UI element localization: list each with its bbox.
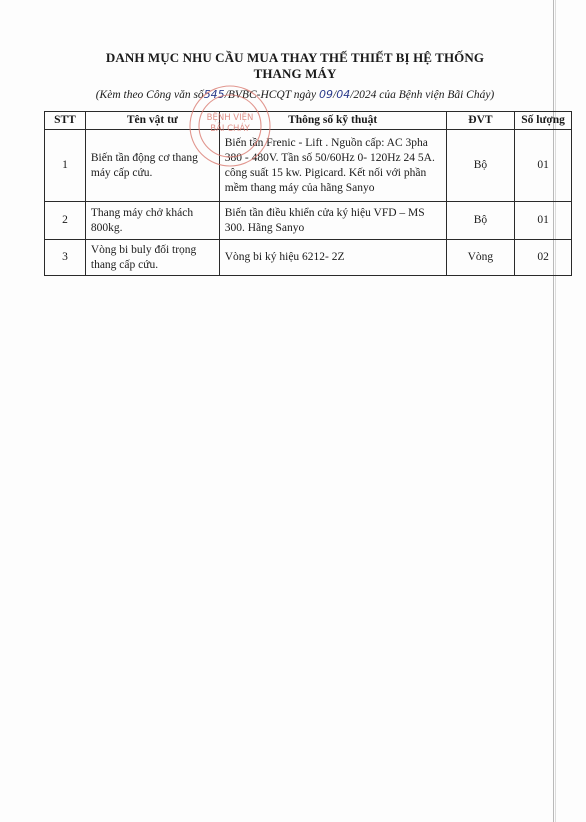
cell-item-name: Vòng bi buly đối trọng thang cấp cứu. [85,240,219,276]
cell-item-name: Thang máy chở khách 800kg. [85,202,219,240]
date-day-handwritten: 09 [319,88,334,101]
date-month-handwritten: 04 [336,88,351,101]
header-unit: ĐVT [446,112,515,130]
cell-quantity: 01 [515,202,572,240]
subtitle-prefix: (Kèm theo Công văn số [95,89,204,101]
document-title [60,50,530,82]
table-header-row [45,112,572,130]
table-row [45,240,572,276]
equipment-table [44,111,572,276]
seal-text-top: BỆNH VIỆN [206,113,254,123]
cell-unit: Bộ [446,130,515,202]
cell-stt: 1 [45,130,86,202]
subtitle-suffix: /2024 của Bệnh viện Bãi Cháy) [350,89,495,101]
cell-specifications: Biến tần Frenic - Lift . Nguồn cấp: AC 3pha 380 - 480V. Tần số 50/60Hz 0- 120Hz 24 5A. công suất 15 kw. Pigicard. Kết nối với phần mềm thang máy của hãng Sanyo [219,130,446,202]
cell-specifications: Biến tần điều khiển cửa ký hiệu VFD – MS 300. Hãng Sanyo [219,202,446,240]
title-line-2: THANG MÁY [253,66,337,81]
cell-quantity: 02 [515,240,572,276]
seal-text-bottom: BÃI CHÁY [210,124,250,134]
table-row [45,130,572,202]
doc-number-handwritten: 545 [203,88,225,101]
document-subtitle: (Kèm theo Công văn số545/BVBC-HCQT ngày 09/04/2024 của Bệnh viện Bãi Cháy) [95,88,495,101]
header-specifications: Thông số kỹ thuật [219,112,446,130]
cell-stt: 3 [45,240,86,276]
cell-unit: Vòng [446,240,515,276]
header-stt: STT [45,112,86,130]
table-row [45,202,572,240]
subtitle-mid: /BVBC-HCQT ngày [224,89,317,101]
cell-item-name: Biến tần động cơ thang máy cấp cứu. [85,130,219,202]
cell-quantity: 01 [515,130,572,202]
cell-stt: 2 [45,202,86,240]
header-item-name: Tên vật tư [85,112,219,130]
cell-unit: Bộ [446,202,515,240]
header-quantity: Số lượng [515,112,572,130]
title-line-1: DANH MỤC NHU CẦU MUA THAY THẾ THIẾT BỊ HỆ THỐNG [105,50,485,65]
cell-specifications: Vòng bi ký hiệu 6212- 2Z [219,240,446,276]
